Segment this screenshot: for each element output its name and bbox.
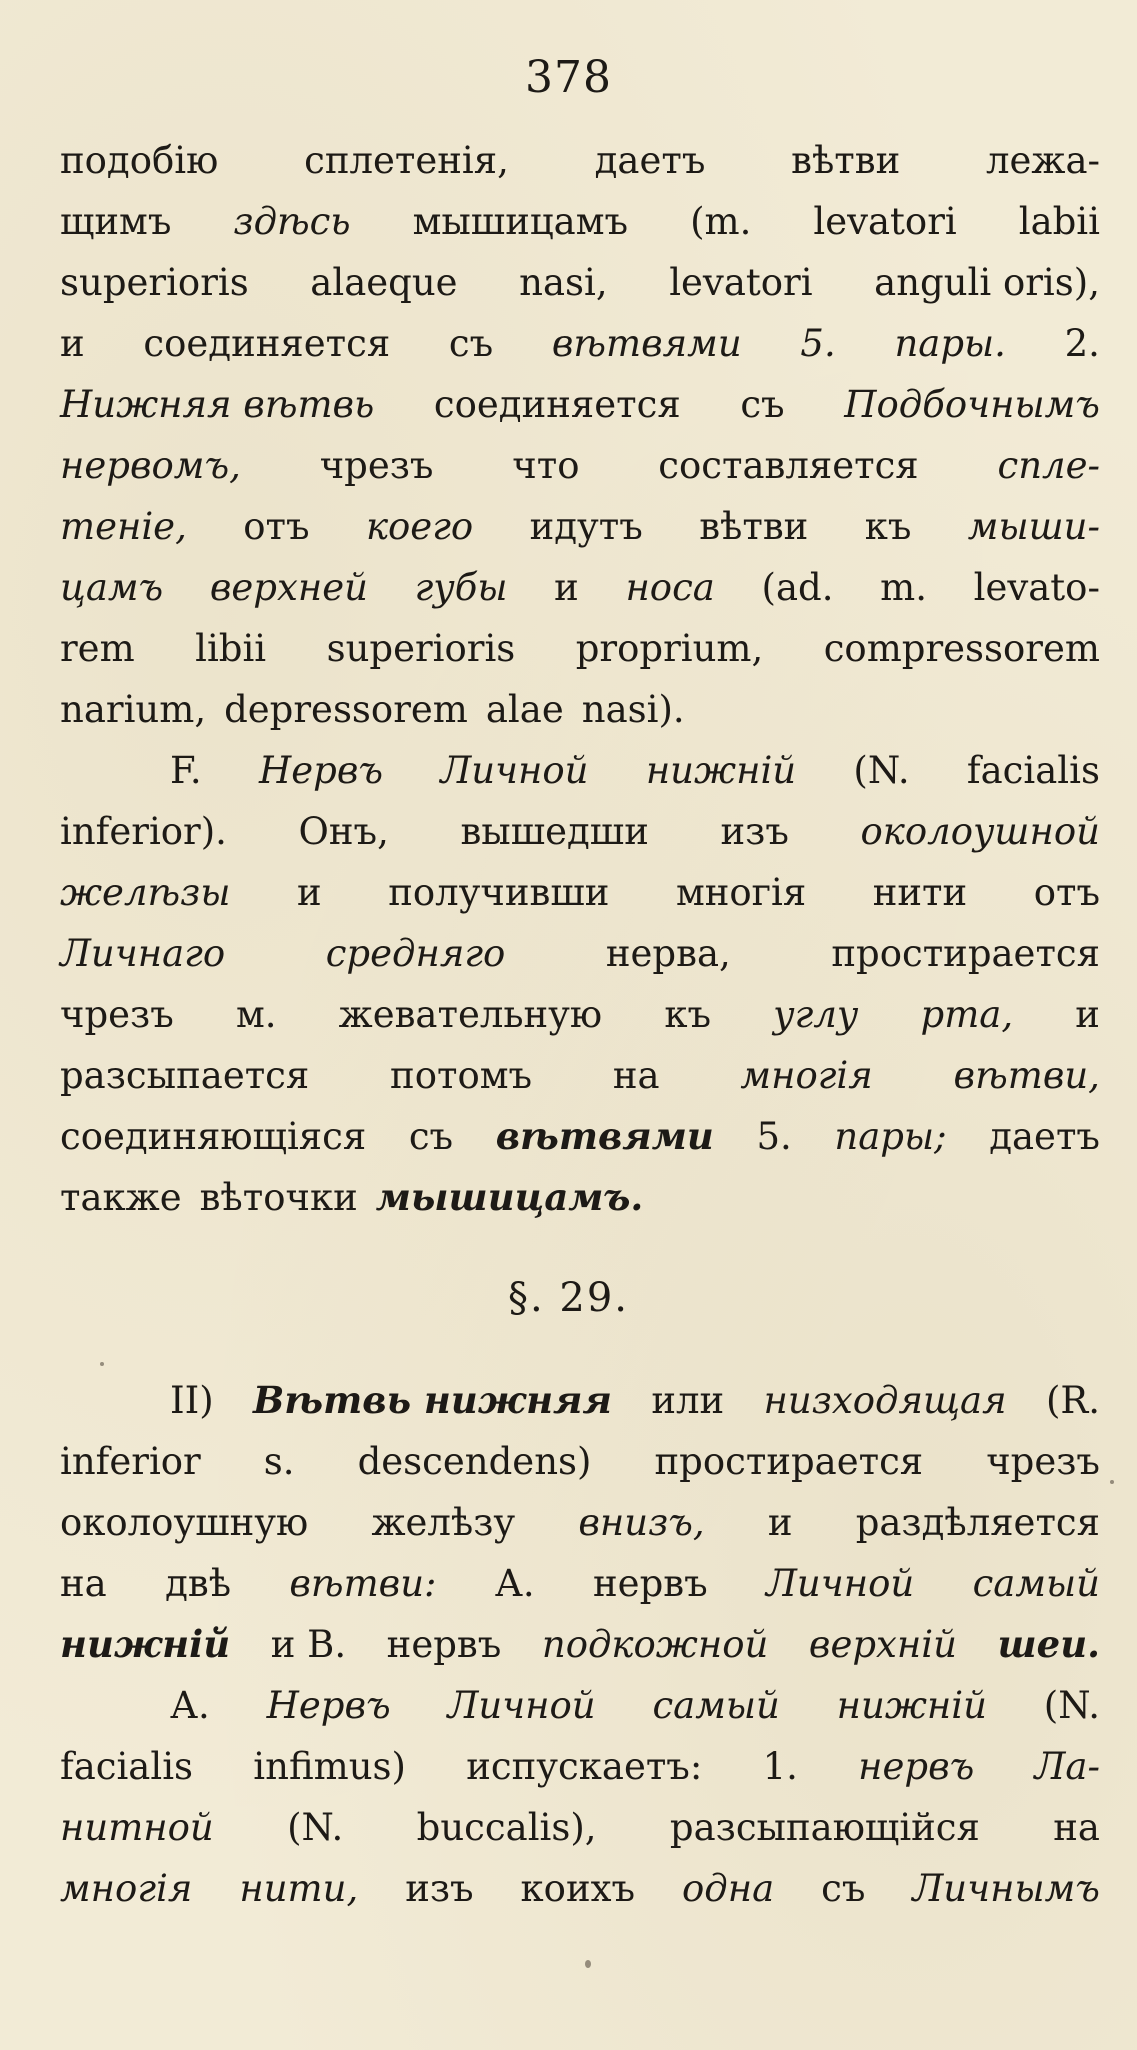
word: къ	[864, 505, 912, 548]
italic-word: вѣтви,	[953, 1054, 1100, 1097]
word: s.	[263, 1440, 295, 1483]
italic-word: вѣтвями	[495, 1114, 714, 1158]
word: испускаетъ:	[466, 1745, 703, 1788]
italic-word: нижній	[60, 1622, 231, 1666]
paper-speck	[1110, 1480, 1114, 1484]
word: съ	[740, 383, 785, 426]
italic-word: Личнаго	[60, 932, 226, 975]
italic-word: здѣсь	[233, 200, 351, 243]
word: superioris	[60, 261, 249, 304]
word: отъ	[243, 505, 310, 548]
word: получивши	[388, 871, 610, 914]
word: inferior	[60, 1440, 201, 1483]
italic-word: Личной	[766, 1562, 915, 1605]
word: на	[1053, 1806, 1100, 1849]
word: вѣтви	[791, 139, 901, 182]
word: inferior).	[60, 810, 227, 853]
word: также	[60, 1176, 182, 1219]
word: levatori	[669, 261, 813, 304]
word: щимъ	[60, 200, 172, 243]
word: А.	[170, 1684, 210, 1727]
word: nasi).	[581, 688, 685, 731]
text-line	[60, 374, 1100, 435]
word: и	[60, 322, 85, 365]
word: levato-	[973, 566, 1100, 609]
italic-word: верхней	[209, 566, 368, 609]
italic-word: Личной	[447, 1684, 596, 1727]
word: чрезъ	[319, 444, 434, 487]
text-line	[60, 252, 1100, 313]
word: жевательную	[338, 993, 603, 1036]
italic-word: подкожной	[541, 1623, 769, 1666]
word: соединяется	[433, 383, 681, 426]
word: А.	[494, 1562, 535, 1605]
word: потомъ	[390, 1054, 533, 1097]
italic-word: Нервъ	[266, 1684, 391, 1727]
word: вѣточки	[199, 1176, 358, 1219]
italic-word: Личнымъ	[912, 1867, 1100, 1910]
word: buccalis),	[416, 1806, 597, 1849]
italic-word: носа	[625, 566, 715, 609]
italic-word: Вѣтвь нижняя	[253, 1378, 612, 1422]
word: narium,	[60, 688, 207, 731]
word: простирается	[654, 1440, 924, 1483]
word: идутъ	[529, 505, 643, 548]
word: nasi,	[519, 261, 608, 304]
word: superioris	[326, 627, 516, 670]
text-line	[60, 1492, 1100, 1553]
italic-word: Нервъ	[258, 749, 384, 792]
italic-word: нити,	[239, 1867, 359, 1910]
italic-word: пары.	[894, 322, 1006, 365]
word: Онъ,	[298, 810, 389, 853]
word: (R.	[1045, 1379, 1100, 1422]
italic-word: нервомъ,	[60, 444, 241, 487]
word: соединяется	[143, 322, 391, 365]
text-line	[60, 1370, 1100, 1431]
italic-word: средняго	[325, 932, 506, 975]
text-line	[60, 435, 1100, 496]
italic-word: нижній	[836, 1684, 987, 1727]
word: соединяющіяся	[60, 1115, 367, 1158]
word: нерва,	[605, 932, 731, 975]
word: rem	[60, 627, 135, 670]
text-line	[60, 740, 1100, 801]
word: и В.	[270, 1623, 347, 1666]
text-line	[60, 1045, 1100, 1106]
word: и	[767, 1501, 793, 1544]
text-line	[60, 1431, 1100, 1492]
italic-word: мышицамъ.	[375, 1175, 644, 1219]
italic-word: 5.	[800, 322, 836, 365]
italic-word: околоушной	[860, 810, 1100, 853]
word: levatori	[813, 200, 957, 243]
word: чрезъ	[60, 993, 174, 1036]
word: лежа-	[986, 139, 1100, 182]
italic-word: Личной	[440, 749, 589, 792]
word: (N.	[853, 749, 910, 792]
word: нити	[872, 871, 968, 914]
word: facialis	[966, 749, 1100, 792]
word: facialis	[60, 1745, 194, 1788]
word: infimus)	[253, 1745, 406, 1788]
word: околоушную	[60, 1501, 309, 1544]
word: alaeque	[310, 261, 458, 304]
italic-word: многія	[60, 1867, 193, 1910]
word: съ	[448, 322, 494, 365]
word: съ	[408, 1115, 454, 1158]
word: anguli oris),	[874, 261, 1100, 304]
word: descendens)	[357, 1440, 592, 1483]
page-number: 378	[525, 52, 612, 103]
italic-word: нервъ	[858, 1745, 975, 1788]
word: нервъ	[386, 1623, 502, 1666]
word: на	[60, 1562, 107, 1605]
text-line	[60, 1106, 1100, 1167]
word: разсыпается	[60, 1054, 310, 1097]
italic-word: шеи.	[997, 1622, 1100, 1666]
text-line	[60, 801, 1100, 862]
italic-word: самый	[652, 1684, 780, 1727]
italic-word: мыши-	[967, 505, 1100, 548]
word: alae	[485, 688, 564, 731]
text-line	[60, 191, 1100, 252]
word: м.	[235, 993, 277, 1036]
section-title: §. 29.	[507, 1275, 630, 1321]
word: m.	[880, 566, 927, 609]
word: къ	[664, 993, 711, 1036]
text-line	[60, 1858, 1100, 1919]
word: depressorem	[224, 688, 468, 731]
italic-word: самый	[972, 1562, 1100, 1605]
text-line	[60, 1614, 1100, 1675]
word: (ad.	[761, 566, 834, 609]
text-block-2	[60, 1370, 1100, 1919]
text-line	[60, 618, 1100, 679]
text-line	[60, 862, 1100, 923]
word: labii	[1018, 200, 1100, 243]
word: коихъ	[520, 1867, 636, 1910]
italic-word: губы	[414, 566, 508, 609]
word: многія	[675, 871, 807, 914]
text-line	[60, 1675, 1100, 1736]
text-line	[60, 679, 1100, 740]
word: разсыпающійся	[669, 1806, 980, 1849]
word: изъ	[720, 810, 789, 853]
word: даетъ	[989, 1115, 1100, 1158]
word: proprium,	[575, 627, 764, 670]
italic-word: пары;	[834, 1115, 947, 1158]
text-line	[60, 1553, 1100, 1614]
italic-word: низходящая	[763, 1379, 1007, 1422]
italic-word: верхній	[808, 1623, 957, 1666]
paper-speck	[585, 1960, 591, 1968]
word: на	[612, 1054, 660, 1097]
italic-word: желѣзы	[60, 871, 231, 914]
word: II)	[170, 1379, 214, 1422]
word: и	[554, 566, 579, 609]
word: даетъ	[594, 139, 706, 182]
word: мышицамъ	[412, 200, 629, 243]
word: чрезъ	[986, 1440, 1100, 1483]
italic-word: Нижняя вѣтвь	[60, 383, 375, 426]
word: подобію	[60, 139, 219, 182]
word: 5.	[756, 1115, 792, 1158]
word: раздѣляется	[855, 1501, 1100, 1544]
word: отъ	[1033, 871, 1100, 914]
italic-word: вѣтвями	[551, 322, 742, 365]
word: 1.	[762, 1745, 798, 1788]
word: желѣзу	[371, 1501, 516, 1544]
text-block-1	[60, 130, 1100, 1228]
italic-word: Подбочнымъ	[844, 383, 1100, 426]
text-line	[60, 496, 1100, 557]
italic-word: нитной	[60, 1806, 214, 1849]
italic-word: нижній	[645, 749, 797, 792]
italic-word: многія	[740, 1054, 873, 1097]
word: compressorem	[823, 627, 1100, 670]
word: что	[512, 444, 580, 487]
word: сплетенія,	[304, 139, 509, 182]
italic-word: Ла-	[1034, 1745, 1100, 1788]
text-line	[60, 130, 1100, 191]
word: составляется	[658, 444, 919, 487]
text-line	[60, 313, 1100, 374]
word: и	[1075, 993, 1100, 1036]
text-line	[60, 984, 1100, 1045]
text-line	[60, 1736, 1100, 1797]
italic-word: спле-	[997, 444, 1100, 487]
word: 2.	[1064, 322, 1100, 365]
paper-speck	[100, 1362, 104, 1366]
word: (m.	[690, 200, 752, 243]
text-line	[60, 923, 1100, 984]
word: простирается	[831, 932, 1100, 975]
word: F.	[170, 749, 202, 792]
word: вѣтви	[699, 505, 809, 548]
italic-word: вѣтви:	[289, 1562, 437, 1605]
word: изъ	[405, 1867, 474, 1910]
word: libii	[195, 627, 267, 670]
word: (N.	[1043, 1684, 1100, 1727]
italic-word: коего	[365, 505, 474, 548]
text-line	[60, 557, 1100, 618]
italic-word: одна	[681, 1867, 775, 1910]
italic-word: цамъ	[60, 566, 164, 609]
word: съ	[821, 1867, 866, 1910]
text-line	[60, 1167, 1100, 1228]
italic-word: теніе,	[60, 505, 187, 548]
italic-word: углу	[773, 993, 859, 1036]
word: (N.	[287, 1806, 344, 1849]
italic-word: внизъ,	[578, 1501, 705, 1544]
word: двѣ	[165, 1562, 232, 1605]
word: нервъ	[593, 1562, 708, 1605]
text-line	[60, 1797, 1100, 1858]
italic-word: рта,	[920, 993, 1014, 1036]
word: вышедши	[460, 810, 649, 853]
word: и	[297, 871, 322, 914]
word: или	[651, 1379, 725, 1422]
